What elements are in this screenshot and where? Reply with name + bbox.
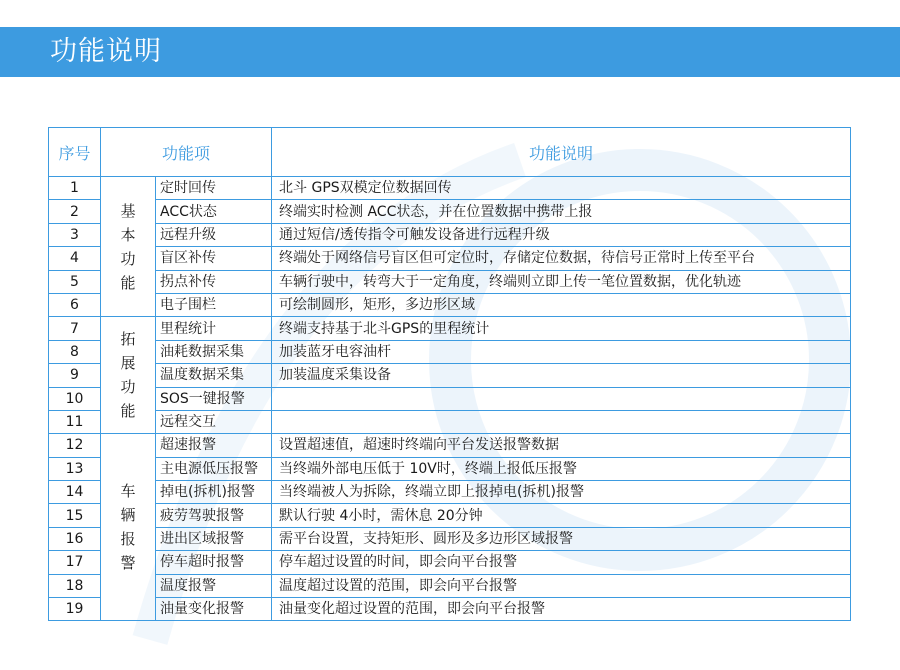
feature-item: 超速报警 <box>156 434 272 457</box>
group-basic-functions <box>101 177 156 317</box>
feature-description: 终端支持基于北斗GPS的里程统计 <box>272 317 851 340</box>
feature-table <box>48 127 851 621</box>
table-row <box>49 247 851 270</box>
group-label-char: 拓 <box>120 330 136 349</box>
table-row <box>49 410 851 433</box>
group-label-char: 功 <box>120 249 136 268</box>
row-number: 6 <box>49 293 101 316</box>
feature-item: SOS一键报警 <box>156 387 272 410</box>
feature-item: 油量变化报警 <box>156 598 272 621</box>
row-number: 3 <box>49 223 101 246</box>
feature-item: 疲劳驾驶报警 <box>156 504 272 527</box>
table-row <box>49 177 851 200</box>
table-row <box>49 293 851 316</box>
feature-item: 拐点补传 <box>156 270 272 293</box>
row-number: 18 <box>49 574 101 597</box>
feature-item: 定时回传 <box>156 177 272 200</box>
group-label-char: 基 <box>120 201 136 220</box>
feature-description: 油量变化超过设置的范围，即会向平台报警 <box>272 598 851 621</box>
feature-description: 终端处于网络信号盲区但可定位时，存储定位数据，待信号正常时上传至平台 <box>272 247 851 270</box>
row-number: 13 <box>49 457 101 480</box>
feature-description: 加装蓝牙电容油杆 <box>272 340 851 363</box>
header-feature-item: 功能项 <box>101 128 272 177</box>
feature-item: 远程交互 <box>156 410 272 433</box>
table-row <box>49 434 851 457</box>
feature-item: 远程升级 <box>156 223 272 246</box>
table-row <box>49 200 851 223</box>
feature-item: 温度报警 <box>156 574 272 597</box>
group-label-char: 警 <box>120 554 136 573</box>
table-row <box>49 223 851 246</box>
feature-description: 需平台设置，支持矩形、圆形及多边形区域报警 <box>272 527 851 550</box>
table-row <box>49 387 851 410</box>
group-label-char: 功 <box>120 378 136 397</box>
title-banner <box>0 27 900 77</box>
feature-item: 油耗数据采集 <box>156 340 272 363</box>
table-row <box>49 340 851 363</box>
table-row <box>49 598 851 621</box>
row-number: 16 <box>49 527 101 550</box>
feature-item: 盲区补传 <box>156 247 272 270</box>
row-number: 14 <box>49 481 101 504</box>
table-row <box>49 504 851 527</box>
feature-description: 终端实时检测 ACC状态，并在位置数据中携带上报 <box>272 200 851 223</box>
header-feature-description: 功能说明 <box>272 128 851 177</box>
row-number: 15 <box>49 504 101 527</box>
table-header-row <box>49 128 851 177</box>
feature-description: 温度超过设置的范围，即会向平台报警 <box>272 574 851 597</box>
feature-description: 通过短信/透传指令可触发设备进行远程升级 <box>272 223 851 246</box>
row-number: 19 <box>49 598 101 621</box>
group-label-char: 车 <box>120 482 136 501</box>
row-number: 8 <box>49 340 101 363</box>
group-label-char: 展 <box>120 354 136 373</box>
row-number: 4 <box>49 247 101 270</box>
table-row <box>49 364 851 387</box>
group-label-char: 辆 <box>120 506 136 525</box>
table-row <box>49 270 851 293</box>
feature-description: 当终端被人为拆除，终端立即上报掉电(拆机)报警 <box>272 481 851 504</box>
group-extended-functions <box>101 317 156 434</box>
row-number: 1 <box>49 177 101 200</box>
feature-description: 默认行驶 4小时，需休息 20分钟 <box>272 504 851 527</box>
feature-item: ACC状态 <box>156 200 272 223</box>
table-row <box>49 457 851 480</box>
group-vehicle-alarms <box>101 434 156 621</box>
feature-item: 停车超时报警 <box>156 551 272 574</box>
group-label-char: 能 <box>120 273 136 292</box>
table-row <box>49 481 851 504</box>
page-title: 功能说明 <box>50 36 162 67</box>
feature-item: 里程统计 <box>156 317 272 340</box>
row-number: 11 <box>49 410 101 433</box>
table-row <box>49 527 851 550</box>
feature-description <box>272 387 851 410</box>
header-number: 序号 <box>49 128 101 177</box>
row-number: 7 <box>49 317 101 340</box>
row-number: 10 <box>49 387 101 410</box>
feature-description: 设置超速值，超速时终端向平台发送报警数据 <box>272 434 851 457</box>
feature-description: 停车超过设置的时间，即会向平台报警 <box>272 551 851 574</box>
feature-item: 电子围栏 <box>156 293 272 316</box>
table-row <box>49 551 851 574</box>
feature-item: 掉电(拆机)报警 <box>156 481 272 504</box>
feature-description: 可绘制圆形，矩形，多边形区域 <box>272 293 851 316</box>
table-row <box>49 574 851 597</box>
row-number: 9 <box>49 364 101 387</box>
feature-item: 温度数据采集 <box>156 364 272 387</box>
feature-description: 北斗 GPS双模定位数据回传 <box>272 177 851 200</box>
row-number: 12 <box>49 434 101 457</box>
feature-description: 当终端外部电压低于 10V时，终端上报低压报警 <box>272 457 851 480</box>
row-number: 5 <box>49 270 101 293</box>
feature-description: 车辆行驶中，转弯大于一定角度，终端则立即上传一笔位置数据，优化轨迹 <box>272 270 851 293</box>
feature-item: 进出区域报警 <box>156 527 272 550</box>
group-label-char: 能 <box>120 402 136 421</box>
group-label-char: 报 <box>120 530 136 549</box>
feature-description: 加装温度采集设备 <box>272 364 851 387</box>
feature-description <box>272 410 851 433</box>
feature-item: 主电源低压报警 <box>156 457 272 480</box>
group-label-char: 本 <box>120 225 136 244</box>
table-row <box>49 317 851 340</box>
row-number: 2 <box>49 200 101 223</box>
row-number: 17 <box>49 551 101 574</box>
